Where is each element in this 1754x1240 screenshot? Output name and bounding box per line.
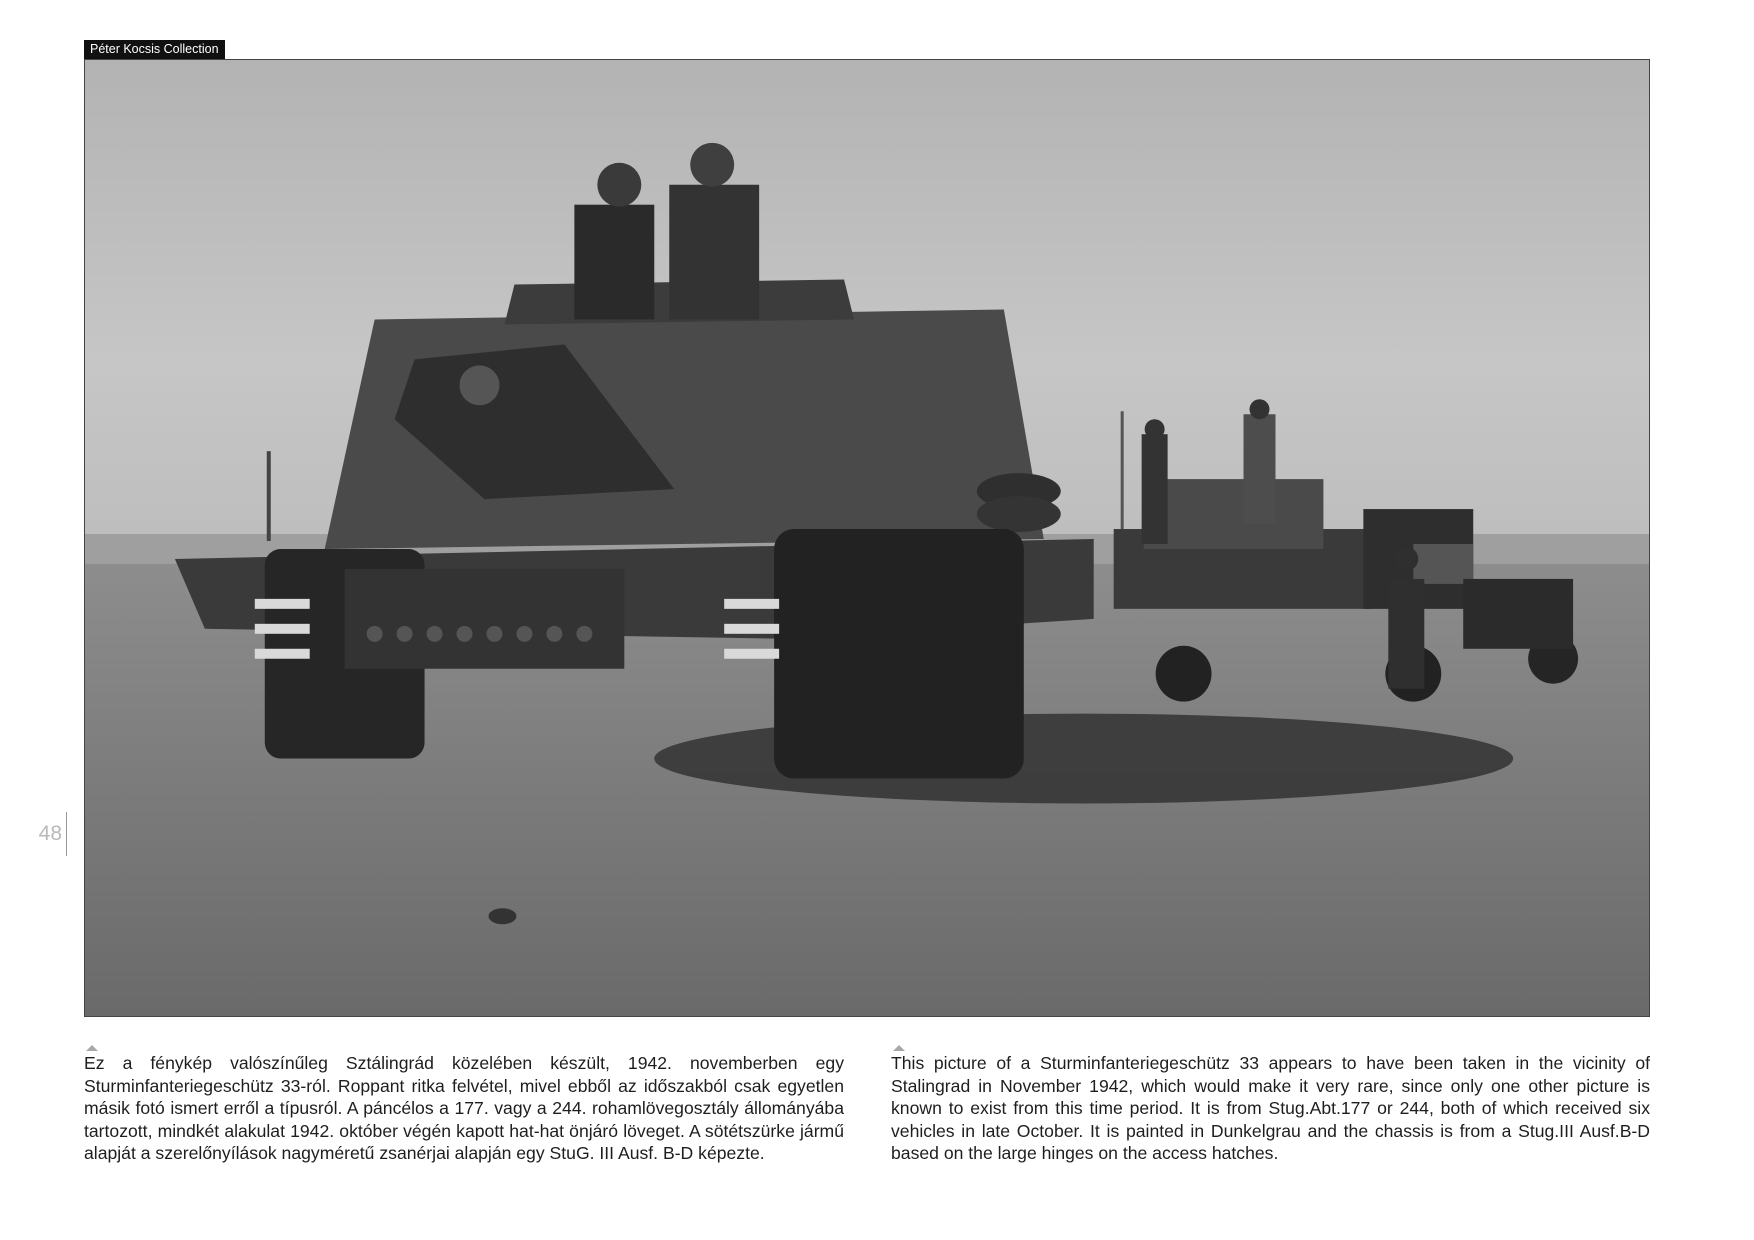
caption-english: This picture of a Sturminfanteriegeschütz 33 appears to have been taken in the vicinity of Stalingrad in November 1942, which would make it very rare, since only one other picture is known to exist from this time period. It is from Stug.Abt.177 or 244, both of which received six vehicles in late October. It is painted in Dunkelgrau and the chassis is from a Stug.III Ausf.B-D based on the large hinges on the access hatches. [891, 1053, 1650, 1164]
page-number: 48 [38, 822, 62, 845]
tank-photo [84, 59, 1650, 1017]
tank-photo-illustration [85, 60, 1649, 1016]
caption-hungarian: Ez a fénykép valószínűleg Sztálingrád közelében készült, 1942. novemberben egy Sturminfanteriegeschütz 33-ról. Roppant ritka felvétel, mivel ebből az időszakból csak egyetlen másik fotó ismert erről a típusról. A páncélos a 177. vagy a 244. rohamlövegosztály állományába tartozott, mindkét alakulat 1942. október végén kapott hat-hat önjáró löveget. A sötétszürke jármű alapját a szerelőnyílások nagyméretű zsanérjai alapján egy StuG. III Ausf. B-D képezte. [84, 1053, 844, 1164]
caption-marker-english [893, 1045, 905, 1051]
page-number-rule [66, 812, 67, 856]
caption-marker-hungarian [86, 1045, 98, 1051]
photo-credit: Péter Kocsis Collection [84, 40, 225, 59]
